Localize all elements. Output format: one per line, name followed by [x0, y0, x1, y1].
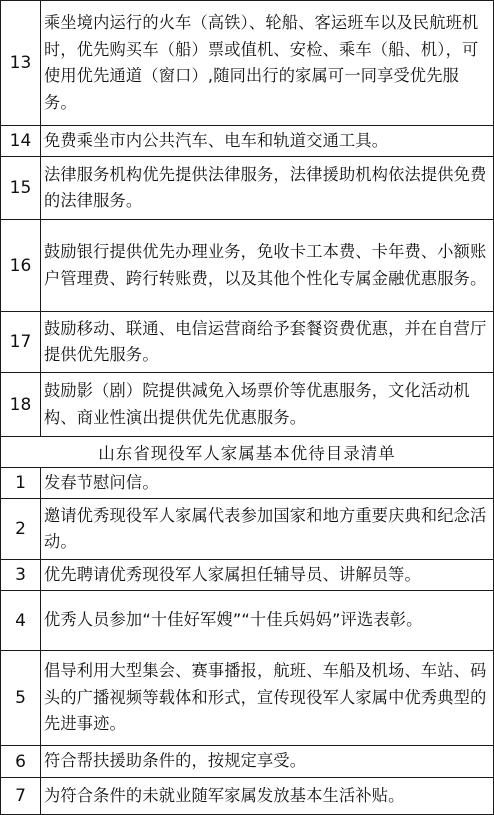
row-text: 鼓励影（剧）院提供减免入场票价等优惠服务，文化活动机构、商业性演出提供优先优惠服务。	[41, 373, 494, 437]
table-row	[1, 560, 494, 591]
table-row	[1, 746, 494, 778]
row-text: 法律服务机构优先提供法律服务，法律援助机构依法提供免费的法律服务。	[41, 157, 494, 220]
table-row	[1, 373, 494, 437]
table-row	[1, 651, 494, 746]
row-text: 发春节慰问信。	[41, 468, 494, 499]
row-text: 鼓励移动、联通、电信运营商给予套餐资费优惠，并在自营厅提供优先服务。	[41, 312, 494, 373]
row-text: 为符合条件的未就业随军家属发放基本生活补贴。	[41, 778, 494, 815]
row-text: 符合帮扶援助条件的，按规定享受。	[41, 746, 494, 778]
row-number: 4	[1, 591, 41, 651]
table-row	[1, 778, 494, 815]
table-row	[1, 1, 494, 126]
row-number: 5	[1, 651, 41, 746]
row-number: 1	[1, 468, 41, 499]
row-text: 优先聘请优秀现役军人家属担任辅导员、讲解员等。	[41, 560, 494, 591]
row-text: 鼓励银行提供优先办理业务，免收卡工本费、卡年费、小额账户管理费、跨行转账费，以及其他个性化专属金融优惠服务。	[41, 220, 494, 312]
table-row	[1, 220, 494, 312]
table-row	[1, 126, 494, 157]
table-row	[1, 312, 494, 373]
row-number: 15	[1, 157, 41, 220]
section-title: 山东省现役军人家属基本优待目录清单	[1, 437, 494, 468]
row-number: 3	[1, 560, 41, 591]
section-heading-row	[1, 437, 494, 468]
row-number: 7	[1, 778, 41, 815]
table-row	[1, 591, 494, 651]
row-number: 18	[1, 373, 41, 437]
row-number: 6	[1, 746, 41, 778]
row-number: 14	[1, 126, 41, 157]
row-text: 优秀人员参加“十佳好军嫂”“十佳兵妈妈”评选表彰。	[41, 591, 494, 651]
row-text: 免费乘坐市内公共汽车、电车和轨道交通工具。	[41, 126, 494, 157]
row-number: 17	[1, 312, 41, 373]
row-number: 2	[1, 499, 41, 560]
row-text: 邀请优秀现役军人家属代表参加国家和地方重要庆典和纪念活动。	[41, 499, 494, 560]
table-row	[1, 499, 494, 560]
row-number: 13	[1, 1, 41, 126]
table-row	[1, 468, 494, 499]
table-row	[1, 157, 494, 220]
row-text: 乘坐境内运行的火车（高铁）、轮船、客运班车以及民航班机时，优先购买车（船）票或值机、安检、乘车（船、机），可使用优先通道（窗口）,随同出行的家属可一同享受优先服务。	[41, 1, 494, 126]
row-text: 倡导利用大型集会、赛事播报，航班、车船及机场、车站、码头的广播视频等载体和形式，宣传现役军人家属中优秀典型的先进事迹。	[41, 651, 494, 746]
row-number: 16	[1, 220, 41, 312]
